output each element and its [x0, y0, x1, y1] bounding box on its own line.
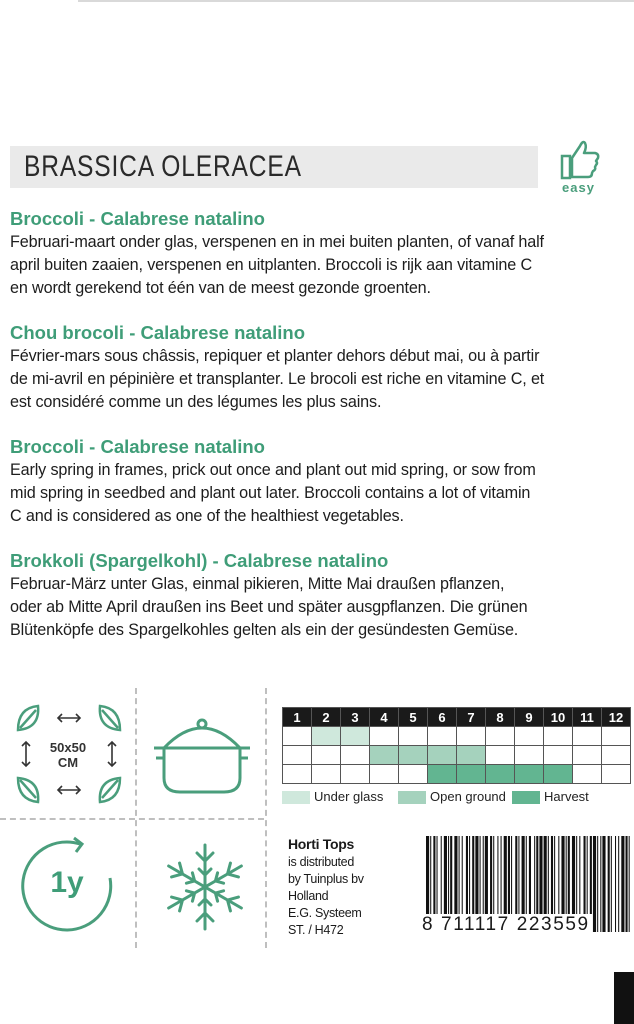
calendar-cell: [515, 727, 544, 746]
section-line: Early spring in frames, prick out once and plant out mid spring, or sow from: [10, 461, 536, 479]
calendar-cell: [399, 727, 428, 746]
month-label: 8: [486, 708, 515, 727]
section-french: [10, 321, 630, 414]
section-title: Broccoli - Calabrese natalino: [10, 208, 265, 229]
sowing-calendar: [282, 707, 631, 784]
section-line: Blütenköpfe des Spargelkohles gelten als ein der gesündesten Gemüse.: [10, 621, 519, 639]
month-label: 4: [370, 708, 399, 727]
distributor-line: ST. / H472: [288, 923, 344, 937]
panel-divider: [0, 818, 264, 820]
corner-mark: [614, 972, 634, 1024]
life-cycle-label: 1y: [50, 866, 84, 899]
calendar-cell: [515, 746, 544, 765]
section-line: de mi-avril en pépinière et transplanter. Le brocoli est riche en vitamine C, et: [10, 370, 545, 388]
section-dutch: [10, 207, 630, 300]
month-label: 2: [312, 708, 341, 727]
month-label: 11: [573, 708, 602, 727]
calendar-cell: [370, 746, 399, 765]
month-label: 10: [544, 708, 573, 727]
section-line: april buiten zaaien, verspenen en uitplanten. Broccoli is rijk aan vitamine C: [10, 256, 533, 274]
distributor-line: E.G. Systeem: [288, 906, 362, 920]
leaf-icon: [100, 706, 120, 730]
calendar-cell: [544, 765, 573, 784]
calendar-cell: [341, 727, 370, 746]
calendar-cell: [312, 746, 341, 765]
distributor-line: by Tuinplus bv: [288, 872, 364, 886]
calendar-cell: [312, 727, 341, 746]
calendar-cell: [283, 727, 312, 746]
section-line: en wordt gerekend tot één van de meest gezonde groenten.: [10, 279, 431, 297]
legend-label: Harvest: [544, 789, 589, 804]
calendar-row-harvest: [283, 765, 631, 784]
snowflake-icon: [158, 840, 252, 934]
difficulty-label: easy: [562, 180, 595, 195]
leaf-icon: [100, 778, 120, 802]
month-label: 6: [428, 708, 457, 727]
spacing-unit: CM: [57, 755, 79, 770]
section-german: [10, 549, 630, 642]
calendar-cell: [486, 727, 515, 746]
section-line: C and is considered as one of the healthiest vegetables.: [10, 507, 404, 525]
calendar-cell: [399, 765, 428, 784]
calendar-cell: [457, 727, 486, 746]
latin-name: BRASSICA OLERACEA: [24, 150, 302, 183]
month-label: 12: [602, 708, 631, 727]
calendar-header-row: [283, 708, 631, 727]
leaf-icon: [18, 706, 38, 730]
section-title: Chou brocoli - Calabrese natalino: [10, 322, 306, 343]
calendar-cell: [370, 727, 399, 746]
thumbs-up-icon: [556, 136, 602, 182]
calendar-cell: [312, 765, 341, 784]
calendar-cell: [283, 746, 312, 765]
calendar-cell: [602, 727, 631, 746]
distributor-line: is distributed: [288, 855, 354, 869]
section-english: [10, 435, 630, 528]
legend-swatch: [398, 791, 426, 804]
calendar-cell: [341, 746, 370, 765]
brand-name: Horti Tops: [288, 836, 354, 852]
barcode-number: 8 711117 223559: [422, 914, 590, 935]
calendar-cell: [428, 746, 457, 765]
pot-icon: [150, 714, 254, 798]
calendar-cell: [573, 746, 602, 765]
distributor-info: [288, 834, 364, 939]
calendar-cell: [515, 765, 544, 784]
calendar-cell: [544, 746, 573, 765]
calendar-cell: [486, 765, 515, 784]
plant-spacing-label: [34, 740, 102, 770]
panel-divider: [265, 688, 267, 948]
section-title: Brokkoli (Spargelkohl) - Calabrese natalino: [10, 550, 389, 571]
calendar-cell: [602, 746, 631, 765]
calendar-cell: [573, 765, 602, 784]
section-line: Februari-maart onder glas, verspenen en in mei buiten planten, of vanaf half: [10, 233, 544, 251]
panel-divider: [135, 688, 137, 948]
calendar-cell: [428, 765, 457, 784]
month-label: 1: [283, 708, 312, 727]
spacing-value: 50x50: [49, 740, 87, 755]
month-label: 7: [457, 708, 486, 727]
section-line: mid spring in seedbed and plant out later. Broccoli contains a lot of vitamin: [10, 484, 531, 502]
legend-swatch: [282, 791, 310, 804]
top-rule: [78, 0, 634, 2]
section-title: Broccoli - Calabrese natalino: [10, 436, 265, 457]
calendar-cell: [399, 746, 428, 765]
calendar-row-open-ground: [283, 746, 631, 765]
calendar-cell: [457, 765, 486, 784]
month-label: 3: [341, 708, 370, 727]
section-line: Février-mars sous châssis, repiquer et planter dehors début mai, ou à partir: [10, 347, 540, 365]
month-label: 9: [515, 708, 544, 727]
calendar-cell: [544, 727, 573, 746]
legend-label: Under glass: [314, 789, 384, 804]
calendar-cell: [486, 746, 515, 765]
section-line: est considéré comme un des légumes les plus sains.: [10, 393, 382, 411]
month-label: 5: [399, 708, 428, 727]
calendar-cell: [602, 765, 631, 784]
leaf-icon: [18, 778, 38, 802]
calendar-cell: [370, 765, 399, 784]
calendar-cell: [341, 765, 370, 784]
section-line: Februar-März unter Glas, einmal pikieren, Mitte Mai draußen pflanzen,: [10, 575, 505, 593]
calendar-cell: [573, 727, 602, 746]
legend-label: Open ground: [430, 789, 506, 804]
legend-swatch: [512, 791, 540, 804]
calendar-cell: [457, 746, 486, 765]
section-line: oder ab Mitte April draußen ins Beet und später ausgpflanzen. Die grünen: [10, 598, 528, 616]
distributor-line: Holland: [288, 889, 329, 903]
calendar-cell: [428, 727, 457, 746]
calendar-row-under-glass: [283, 727, 631, 746]
calendar-cell: [283, 765, 312, 784]
